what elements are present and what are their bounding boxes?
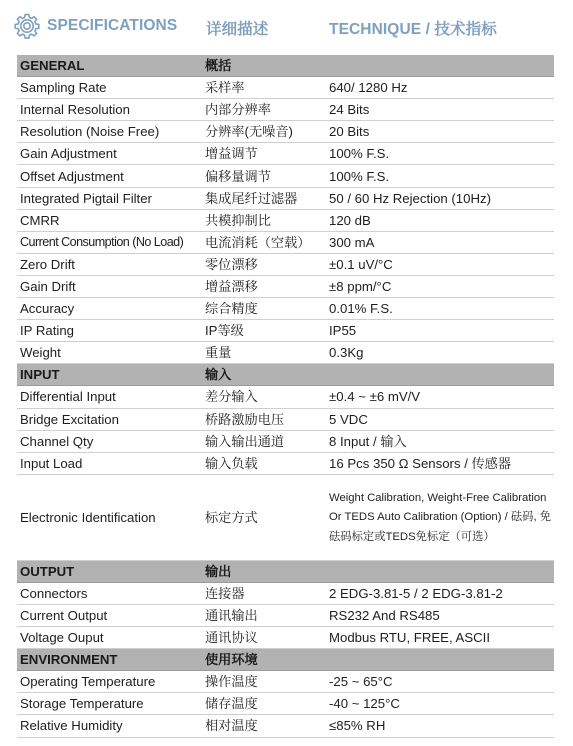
- param-value: 0.01% F.S.: [326, 298, 554, 320]
- section-name-cn: 输出: [202, 560, 326, 582]
- param-en: Operating Temperature: [17, 671, 202, 693]
- param-en: CMRR: [17, 209, 202, 231]
- param-en: Current Output: [17, 604, 202, 626]
- param-value: 0.3Kg: [326, 342, 554, 364]
- section-general: [17, 55, 554, 77]
- param-en: Connectors: [17, 582, 202, 604]
- param-cn: 综合精度: [202, 298, 326, 320]
- gear-icon: [13, 12, 41, 40]
- param-en: Electronic Identification: [17, 474, 202, 560]
- section-name-cn: 概括: [202, 55, 326, 77]
- param-en: Resolution (Noise Free): [17, 121, 202, 143]
- param-value: RS232 And RS485: [326, 604, 554, 626]
- param-cn: 输入输出通道: [202, 430, 326, 452]
- table-row: [17, 386, 554, 408]
- table-row: [17, 582, 554, 604]
- table-row: [17, 253, 554, 275]
- param-en: Offset Adjustment: [17, 165, 202, 187]
- section-output: [17, 560, 554, 582]
- param-cn: 桥路激励电压: [202, 408, 326, 430]
- param-en: Gain Drift: [17, 275, 202, 297]
- param-cn: 电流消耗（空载）: [202, 231, 326, 253]
- param-value: ±8 ppm/°C: [326, 275, 554, 297]
- param-value: -40 ~ 125°C: [326, 693, 554, 715]
- param-cn: 标定方式: [202, 474, 326, 560]
- param-value: ±0.4 ~ ±6 mV/V: [326, 386, 554, 408]
- param-value: 100% F.S.: [326, 165, 554, 187]
- title-technique: TECHNIQUE / 技术指标: [329, 21, 497, 38]
- param-cn: 连接器: [202, 582, 326, 604]
- table-row: [17, 187, 554, 209]
- param-en: Integrated Pigtail Filter: [17, 187, 202, 209]
- param-cn: 零位漂移: [202, 253, 326, 275]
- param-cn: 共模抑制比: [202, 209, 326, 231]
- param-cn: 偏移量调节: [202, 165, 326, 187]
- param-en: Gain Adjustment: [17, 143, 202, 165]
- table-row: [17, 320, 554, 342]
- table-row: [17, 715, 554, 737]
- param-en: Relative Humidity: [17, 715, 202, 737]
- table-row: [17, 165, 554, 187]
- table-row: [17, 143, 554, 165]
- table-row: [17, 121, 554, 143]
- section-name: OUTPUT: [17, 560, 202, 582]
- table-row: [17, 474, 554, 560]
- param-cn: 差分输入: [202, 386, 326, 408]
- param-en: Storage Temperature: [17, 693, 202, 715]
- param-value: 8 Input / 输入: [326, 430, 554, 452]
- param-en: Bridge Excitation: [17, 408, 202, 430]
- param-cn: 重量: [202, 342, 326, 364]
- param-en: Weight: [17, 342, 202, 364]
- param-value: 20 Bits: [326, 121, 554, 143]
- param-cn: 增益漂移: [202, 275, 326, 297]
- table-row: [17, 209, 554, 231]
- section-name-cn: 输入: [202, 364, 326, 386]
- param-en: Sampling Rate: [17, 77, 202, 99]
- param-value: 2 EDG-3.81-5 / 2 EDG-3.81-2: [326, 582, 554, 604]
- param-cn: 分辨率(无噪音): [202, 121, 326, 143]
- spec-table: [17, 55, 554, 738]
- title-cn: 详细描述: [206, 21, 269, 38]
- param-value: 50 / 60 Hz Rejection (10Hz): [326, 187, 554, 209]
- spec-header: [0, 8, 573, 44]
- param-value: ≤85% RH: [326, 715, 554, 737]
- table-row: [17, 99, 554, 121]
- param-cn: 内部分辨率: [202, 99, 326, 121]
- param-value: Weight Calibration, Weight-Free Calibration Or TEDS Auto Calibration (Option) / 砝码, 免砝码标定或TEDS免标定（可选）: [326, 474, 554, 560]
- param-cn: 相对温度: [202, 715, 326, 737]
- param-value: 5 VDC: [326, 408, 554, 430]
- table-row: [17, 275, 554, 297]
- param-value: IP55: [326, 320, 554, 342]
- section-environment: [17, 649, 554, 671]
- param-en: Zero Drift: [17, 253, 202, 275]
- section-name: ENVIRONMENT: [17, 649, 202, 671]
- section-name-cn: 使用环境: [202, 649, 326, 671]
- param-cn: 输入负载: [202, 452, 326, 474]
- param-value: 300 mA: [326, 231, 554, 253]
- param-en: Current Consumption (No Load): [17, 231, 202, 253]
- section-name: GENERAL: [17, 55, 202, 77]
- param-cn: 采样率: [202, 77, 326, 99]
- param-cn: 增益调节: [202, 143, 326, 165]
- table-row: [17, 627, 554, 649]
- param-cn: 操作温度: [202, 671, 326, 693]
- section-name: INPUT: [17, 364, 202, 386]
- table-row: [17, 298, 554, 320]
- param-value: 16 Pcs 350 Ω Sensors / 传感器: [326, 452, 554, 474]
- param-value: -25 ~ 65°C: [326, 671, 554, 693]
- param-value: 640/ 1280 Hz: [326, 77, 554, 99]
- title-en: SPECIFICATIONS: [47, 17, 178, 34]
- param-en: IP Rating: [17, 320, 202, 342]
- param-en: Accuracy: [17, 298, 202, 320]
- section-input: [17, 364, 554, 386]
- table-row: [17, 77, 554, 99]
- param-value: ±0.1 uV/°C: [326, 253, 554, 275]
- param-cn: 储存温度: [202, 693, 326, 715]
- param-value: 24 Bits: [326, 99, 554, 121]
- param-en: Voltage Ouput: [17, 627, 202, 649]
- param-cn: 集成尾纤过滤器: [202, 187, 326, 209]
- param-en: Internal Resolution: [17, 99, 202, 121]
- table-row: [17, 693, 554, 715]
- param-en: Channel Qty: [17, 430, 202, 452]
- param-en: Differential Input: [17, 386, 202, 408]
- table-row: [17, 430, 554, 452]
- param-en: Input Load: [17, 452, 202, 474]
- table-row: [17, 671, 554, 693]
- table-row: [17, 408, 554, 430]
- param-cn: IP等级: [202, 320, 326, 342]
- table-row: [17, 452, 554, 474]
- table-row: [17, 604, 554, 626]
- param-value: Modbus RTU, FREE, ASCII: [326, 627, 554, 649]
- table-row: [17, 231, 554, 253]
- param-cn: 通讯输出: [202, 604, 326, 626]
- table-row: [17, 342, 554, 364]
- param-cn: 通讯协议: [202, 627, 326, 649]
- param-value: 120 dB: [326, 209, 554, 231]
- param-value: 100% F.S.: [326, 143, 554, 165]
